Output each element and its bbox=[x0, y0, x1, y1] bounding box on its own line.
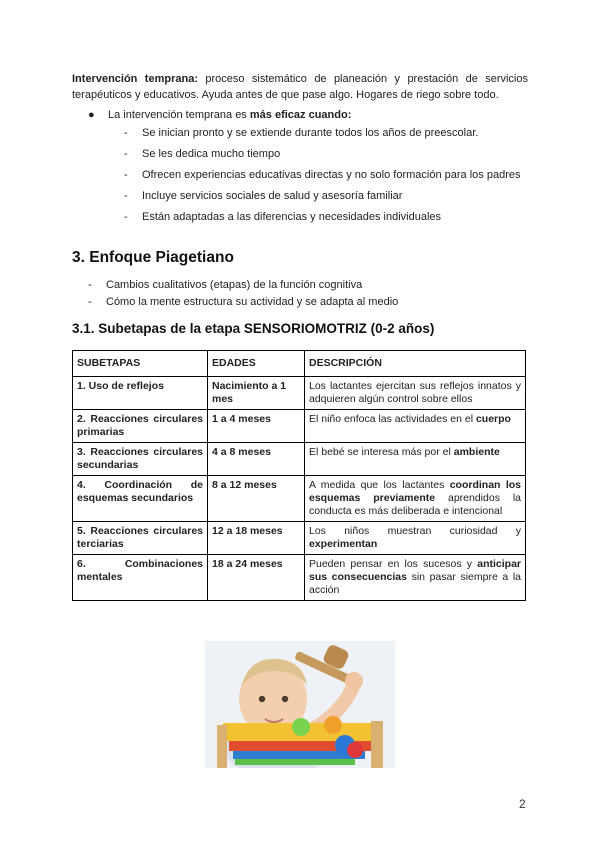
list-item: - Cambios cualitativos (etapas) de la función cognitiva bbox=[88, 279, 363, 291]
section-3-heading: 3. Enfoque Piagetiano bbox=[72, 249, 234, 266]
list-item: - Incluye servicios sociales de salud y asesoría familiar bbox=[124, 190, 403, 202]
section-3-1-heading: 3.1. Subetapas de la etapa SENSORIOMOTRIZ (0-2 años) bbox=[72, 321, 435, 336]
bullet-lead: La intervención temprana es bbox=[108, 109, 250, 121]
intro-term: Intervención temprana: bbox=[72, 73, 198, 85]
bullet-bold: más eficaz cuando: bbox=[249, 109, 352, 121]
age-cell: 1 a 4 meses bbox=[208, 410, 305, 443]
age-cell: 18 a 24 meses bbox=[208, 555, 305, 601]
description-text: sin pasar siempre a la acción bbox=[309, 571, 521, 596]
piaget-list bbox=[88, 277, 398, 311]
table-row bbox=[73, 476, 526, 522]
description-bold: experimentan bbox=[309, 538, 378, 550]
bullet-dot-icon: ● bbox=[88, 109, 95, 121]
list-item: - Ofrecen experiencias educativas directas y no solo formación para los padres bbox=[124, 169, 521, 181]
early-intervention-list bbox=[88, 107, 528, 230]
description-text: Pueden pensar en los sucesos y bbox=[309, 558, 478, 570]
stage-cell: 2. Reacciones circulares primarias bbox=[73, 410, 208, 443]
stage-cell: 5. Reacciones circulares terciarias bbox=[73, 522, 208, 555]
description-bold: cuerpo bbox=[475, 413, 511, 425]
table-row bbox=[73, 522, 526, 555]
description-text: A medida que los lactantes bbox=[309, 479, 450, 491]
description-text: Los niños muestran curiosidad y bbox=[309, 525, 521, 537]
list-item: - Cómo la mente estructura su actividad y se adapta al medio bbox=[88, 296, 399, 308]
header-ages: EDADES bbox=[208, 351, 305, 377]
description-bold: coordinan los esquemas previamente bbox=[309, 479, 521, 504]
description-cell bbox=[305, 522, 526, 555]
description-text: El niño enfoca las actividades en el bbox=[309, 413, 476, 425]
description-text: El bebé se interesa más por el bbox=[309, 446, 454, 458]
list-item: - Están adaptadas a las diferencias y necesidades individuales bbox=[124, 211, 442, 223]
stage-cell: 3. Reacciones circulares secundarias bbox=[73, 443, 208, 476]
stage-cell: 1. Uso de reflejos bbox=[73, 377, 208, 410]
list-item: - Se les dedica mucho tiempo bbox=[124, 148, 281, 160]
description-cell bbox=[305, 476, 526, 522]
description-bold: anticipar sus consecuencias bbox=[309, 558, 521, 583]
table-row bbox=[73, 410, 526, 443]
description-bold: ambiente bbox=[453, 446, 500, 458]
intro-text: proceso sistemático de planeación y prestación de servicios terapéuticos y educativos. Ayuda antes de que pase algo. Hogares de riego sobre todo. bbox=[72, 73, 528, 101]
page-number: 2 bbox=[519, 797, 526, 811]
age-cell: 8 a 12 meses bbox=[208, 476, 305, 522]
list-item: - Se inician pronto y se extiende durante todos los años de preescolar. bbox=[124, 127, 479, 139]
substages-table bbox=[72, 350, 526, 601]
stage-cell: 4. Coordinación de esquemas secundarios bbox=[73, 476, 208, 522]
description-text: Los lactantes ejercitan sus reflejos innatos y adquieren algún control sobre ellos bbox=[309, 380, 521, 405]
table-row bbox=[73, 443, 526, 476]
description-cell bbox=[305, 443, 526, 476]
table-header-row bbox=[73, 351, 526, 377]
description-cell bbox=[305, 377, 526, 410]
table-row bbox=[73, 555, 526, 601]
header-description: DESCRIPCIÓN bbox=[305, 351, 526, 377]
age-cell: 12 a 18 meses bbox=[208, 522, 305, 555]
description-text: aprendidos la conducta es más deliberada e intencional bbox=[309, 492, 521, 517]
age-cell: 4 a 8 meses bbox=[208, 443, 305, 476]
age-cell: Nacimiento a 1 mes bbox=[208, 377, 305, 410]
stage-cell: 6. Combinaciones mentales bbox=[73, 555, 208, 601]
header-substages: SUBETAPAS bbox=[73, 351, 208, 377]
description-cell bbox=[305, 410, 526, 443]
baby-toy-photo bbox=[205, 641, 395, 768]
intro-paragraph bbox=[72, 71, 528, 103]
description-cell bbox=[305, 555, 526, 601]
table-row bbox=[73, 377, 526, 410]
